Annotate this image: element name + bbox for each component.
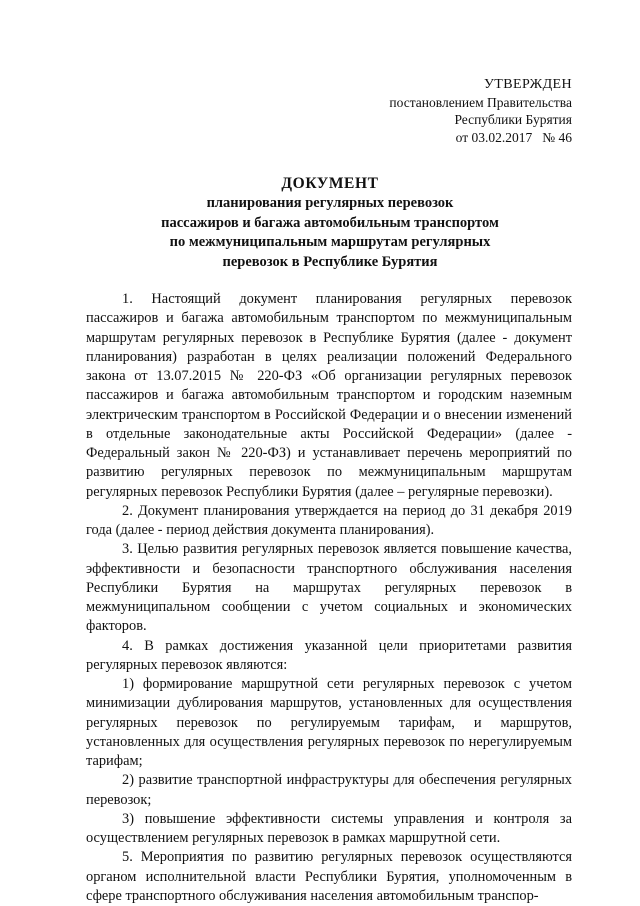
approval-stamp (389, 76, 572, 146)
paragraph-4-item-3: 3) повышение эффективности системы управления и контроля за осуществлением регулярных перевозок в рамках маршрутной сети. (86, 810, 572, 846)
approval-number: № 46 (542, 129, 572, 145)
title-main: ДОКУМЕНТ (281, 175, 379, 192)
paragraph-4-item-2: 2) развитие транспортной инфраструктуры для обеспечения регулярных перевозок; (86, 772, 572, 808)
approval-date: от 03.02.2017 (455, 129, 533, 145)
approval-line-1: постановлением Правительства (389, 94, 572, 110)
title-sub-line-4: перевозок в Республике Бурятия (222, 253, 438, 270)
approval-date-line (389, 129, 572, 147)
paragraph-3: 3. Целью развития регулярных перевозок является повышение качества, эффективности и безопасности транспортного обслуживания населения Республики Бурятия на маршрутах регулярных перевозок в межмуниципальном сообщении с учетом социальных и экономических факторов. (86, 541, 572, 635)
title-sub-line-3: по межмуниципальным маршрутам регулярных (169, 234, 491, 250)
approval-word: УТВЕРЖДЕН (483, 77, 572, 92)
paragraph-5: 5. Мероприятия по развитию регулярных перевозок осуществляются органом исполнительной власти Республики Бурятия, уполномоченным в сфере транспортного обслуживания населения автомобильным транспор- (86, 849, 572, 904)
paragraph-1: 1. Настоящий документ планирования регулярных перевозок пассажиров и багажа автомобильным транспортом по межмуниципальным маршрутам регулярных перевозок в Республике Бурятия (далее - документ планирования) разработан в целях реализации положений Федерального закона от 13.07.2015 № 220-ФЗ «Об организации регулярных перевозок пассажиров и багажа автомобильным транспортом и городским наземным электрическим транспортом в Российской Федерации и о внесении изменений в отдельные законодательные акты Российской Федерации» (далее - Федеральный закон № 220-ФЗ) и устанавливает перечень мероприятий по развитию регулярных перевозок по межмуниципальным маршрутам регулярных перевозок Республики Бурятия (далее – регулярные перевозки). (86, 291, 572, 500)
paragraph-4: 4. В рамках достижения указанной цели приоритетами развития регулярных перевозок являются: (86, 637, 572, 673)
paragraph-2: 2. Документ планирования утверждается на период до 31 декабря 2019 года (далее - период действия документа планирования). (86, 502, 572, 538)
title-sub-line-1: планирования регулярных перевозок (206, 195, 454, 211)
paragraph-4-item-1: 1) формирование маршрутной сети регулярных перевозок с учетом минимизации дублирования маршрутов, установленных для осуществления регулярных перевозок по регулируемым тарифам, и маршрутов, установленных для осуществления регулярных перевозок по нерегулируемым тарифам; (86, 676, 572, 769)
document-body (86, 290, 572, 906)
title-sub-line-2: пассажиров и багажа автомобильным транспортом (161, 214, 499, 231)
approval-line-2: Республики Бурятия (454, 112, 572, 127)
document-title (60, 174, 600, 272)
